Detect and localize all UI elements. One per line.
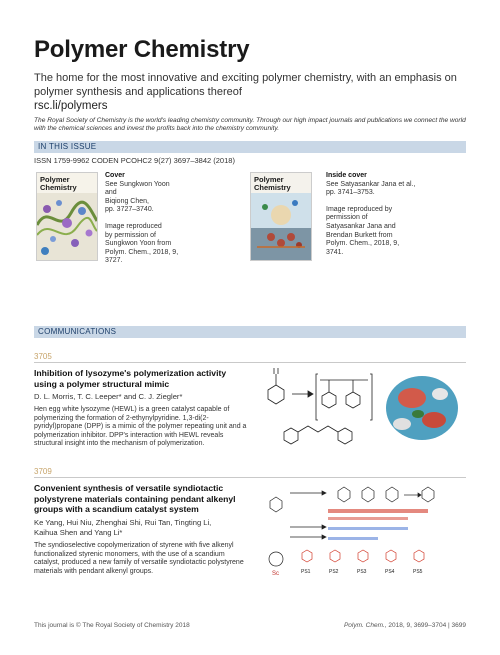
inside-cover-caption bbox=[326, 172, 416, 257]
article-authors-line: Kaihua Shen and Yang Li* bbox=[34, 527, 123, 537]
cover-caption-line: Polym. Chem., 2018, 9, 3727. bbox=[105, 248, 179, 265]
article-page-number: 3709 bbox=[34, 467, 52, 476]
article-authors: D. L. Morris, T. C. Leeper* and C. J. Ziegler* bbox=[34, 392, 183, 401]
monomer-label: PS2 bbox=[329, 569, 339, 575]
article-title-line: using a polymer structural mimic bbox=[34, 378, 170, 389]
communications-label: COMMUNICATIONS bbox=[38, 327, 117, 336]
cover-caption-line: Biqiong Chen, bbox=[105, 197, 149, 205]
article-authors bbox=[34, 518, 254, 537]
article-divider bbox=[34, 477, 466, 478]
cover-caption-line: Sungkwon Yoon from bbox=[105, 240, 172, 248]
cover-caption-line: See Satyasankar Jana et al., bbox=[326, 180, 416, 188]
graphical-abstract-polystyrene bbox=[262, 483, 462, 583]
inside-cover-image bbox=[250, 172, 312, 261]
monomer-label: PS4 bbox=[385, 569, 395, 575]
cover-image bbox=[36, 172, 98, 261]
article-authors-line: Ke Yang, Hui Niu, Zhenghai Shi, Rui Tan, Tingting Li, bbox=[34, 518, 212, 527]
graphical-abstract-lysozyme bbox=[262, 368, 462, 460]
inside-cover-heading: Inside cover bbox=[326, 172, 367, 179]
cover-caption-line: Satyasankar Jana and bbox=[326, 222, 396, 230]
in-this-issue-band bbox=[34, 141, 466, 153]
cover-caption-line: Image reproduced bbox=[105, 222, 162, 230]
cover-caption-line: by permission of bbox=[105, 231, 156, 239]
cover-title: Polymer Chemistry bbox=[40, 175, 77, 192]
journal-url-link[interactable]: rsc.li/polymers bbox=[34, 100, 108, 112]
cover-caption-line: See Sungkwon Yoon and bbox=[105, 180, 170, 197]
cover-heading: Cover bbox=[105, 172, 125, 179]
in-this-issue-label: IN THIS ISSUE bbox=[38, 142, 97, 151]
cover-caption-line: Polym. Chem., 2018, 9, 3741. bbox=[326, 240, 400, 256]
article-title-line: Convenient synthesis of versatile syndiotactic bbox=[34, 483, 224, 493]
monomer-label: PS1 bbox=[301, 569, 311, 575]
article-title-link[interactable] bbox=[34, 368, 254, 389]
footer-citation bbox=[344, 622, 466, 629]
cover-caption-line: pp. 3727–3740. bbox=[105, 206, 154, 214]
issn-line: ISSN 1759-9962 CODEN PCOHC2 9(27) 3697–3842 (2018) bbox=[34, 156, 235, 165]
monomer-label: PS3 bbox=[357, 569, 367, 575]
cover-caption-line: Brendan Burkett from bbox=[326, 231, 393, 239]
cover-caption-line: Image reproduced by bbox=[326, 205, 393, 213]
communications-band bbox=[34, 326, 466, 338]
catalyst-label: Sc bbox=[272, 571, 280, 577]
footer-copyright: This journal is © The Royal Society of Chemistry 2018 bbox=[34, 622, 190, 629]
monomer-label: PS5 bbox=[413, 569, 423, 575]
cover-caption-line: permission of bbox=[326, 214, 368, 222]
article-title-link[interactable] bbox=[34, 483, 254, 515]
article-page-number: 3705 bbox=[34, 352, 52, 361]
article-divider bbox=[34, 362, 466, 363]
journal-title: Polymer Chemistry bbox=[34, 36, 250, 63]
inside-cover-title: Polymer Chemistry bbox=[254, 175, 291, 192]
article-title-line: groups with a scandium catalyst system bbox=[34, 504, 199, 514]
article-title-line: Inhibition of lysozyme's polymerization activity bbox=[34, 368, 227, 378]
footer-journal: Polym. Chem., bbox=[343, 622, 387, 629]
journal-tagline: The home for the most innovative and exciting polymer chemistry, with an emphasis on polymer synthesis and applications thereof bbox=[34, 72, 457, 98]
cover-caption-line: pp. 3741–3753. bbox=[326, 189, 375, 197]
article-abstract: Hen egg white lysozyme (HEWL) is a green catalyst capable of polymerizing the formation of 2-ethynylpyridine. 1,3-di(2-pyridyl)propane (DPP) is a mimic of the polymer repeating unit and a polymerization inhibitor. DPP's interaction with HEWL reveals structural insight into the mechanism of polymerization. bbox=[34, 406, 247, 448]
rsc-blurb: The Royal Society of Chemistry is the world's leading chemistry community. Through our high impact journals and publications we connect the world with the chemical sciences and invest the profits back into the chemistry community. bbox=[34, 117, 466, 133]
article-title-line: polystyrene materials containing pendant alkenyl bbox=[34, 493, 236, 504]
article-abstract: The syndioselective copolymerization of styrene with five alkenyl functionalized styrenic monomers, with the use of a scandium catalyst, produced a new family of versatile syndiotactic polystyrene materials with pendant alkenyl groups. bbox=[34, 542, 244, 575]
footer-pages: 2018, 9, 3699–3704 | 3699 bbox=[386, 622, 466, 629]
cover-caption bbox=[105, 172, 180, 266]
